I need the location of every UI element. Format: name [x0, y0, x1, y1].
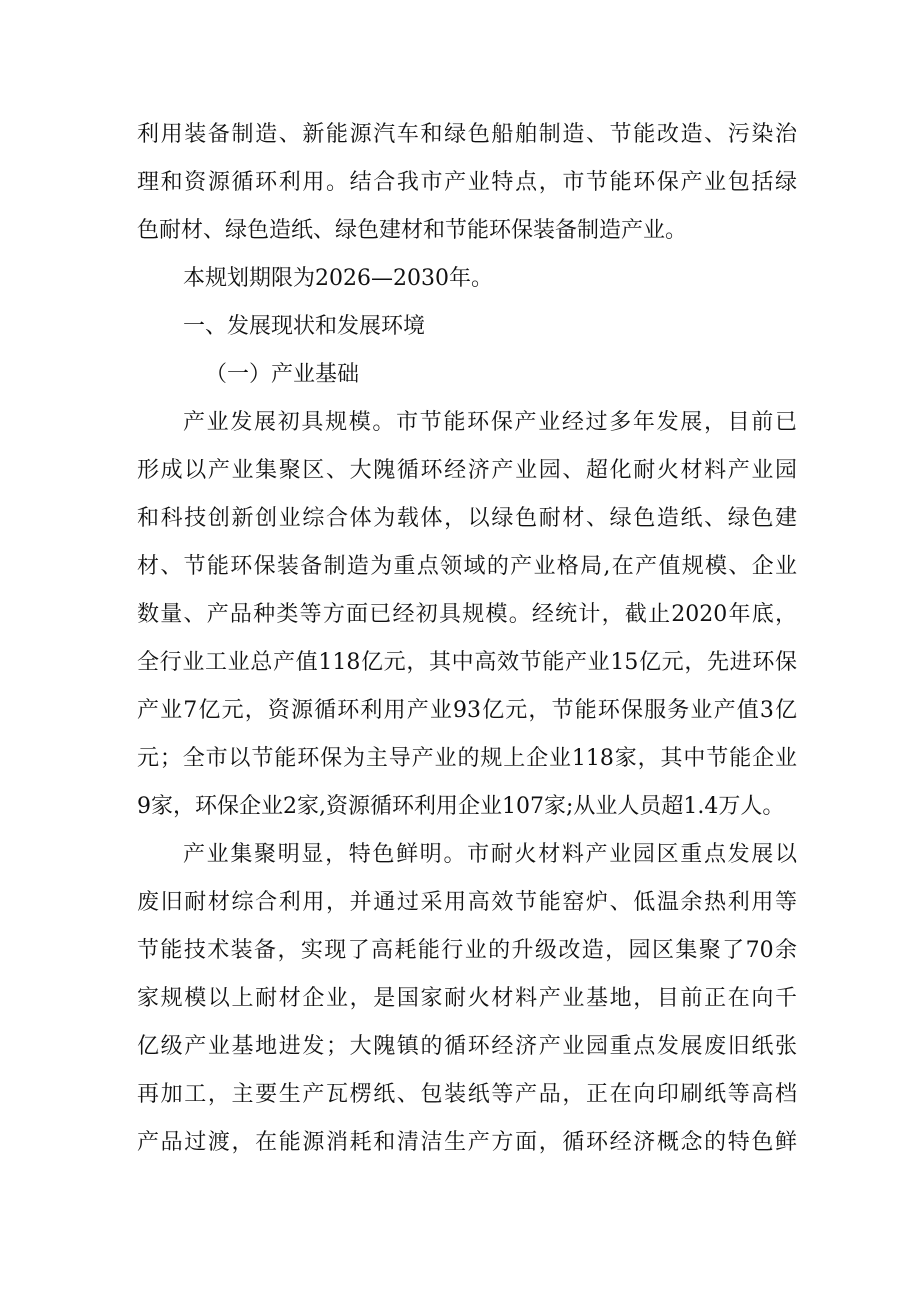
text-line: 家规模以上耐材企业，是国家耐火材料产业基地，目前正在向千: [137, 986, 797, 1011]
text-line: 和科技创新创业综合体为载体，以绿色耐材、绿色造纸、绿色建: [137, 506, 797, 531]
text-line: （一）产业基础: [205, 362, 360, 387]
text-line: 一、发展现状和发展环境: [183, 314, 426, 339]
text-line: 产业集聚明显，特色鲜明。市耐火材料产业园区重点发展以: [183, 842, 797, 867]
text-line: 再加工，主要生产瓦楞纸、包装纸等产品，正在向印刷纸等高档: [137, 1082, 797, 1107]
text-line: 元；全市以节能环保为主导产业的规上企业118家，其中节能企业: [137, 746, 797, 771]
text-line: 数量、产品种类等方面已经初具规模。经统计，截止2020年底，: [137, 602, 797, 627]
text-line: 全行业工业总产值118亿元，其中高效节能产业15亿元，先进环保: [137, 650, 797, 675]
text-line: 理和资源循环利用。结合我市产业特点，市节能环保产业包括绿: [137, 170, 797, 195]
text-line: 废旧耐材综合利用，并通过采用高效节能窑炉、低温余热利用等: [137, 890, 797, 915]
text-line: 产品过渡，在能源消耗和清洁生产方面，循环经济概念的特色鲜: [137, 1130, 797, 1155]
text-line: 色耐材、绿色造纸、绿色建材和节能环保装备制造产业。: [137, 218, 688, 243]
text-line: 亿级产业基地进发；大隗镇的循环经济产业园重点发展废旧纸张: [137, 1034, 797, 1059]
text-line: 形成以产业集聚区、大隗循环经济产业园、超化耐火材料产业园: [137, 458, 797, 483]
text-line: 9家，环保企业2家,资源循环利用企业107家;从业人员超1.4万人。: [137, 794, 785, 819]
text-line: 材、节能环保装备制造为重点领域的产业格局,在产值规模、企业: [137, 554, 797, 579]
text-line: 产业发展初具规模。市节能环保产业经过多年发展，目前已: [183, 410, 797, 435]
text-line: 节能技术装备，实现了高耗能行业的升级改造，园区集聚了70余: [137, 938, 797, 963]
text-line: 产业7亿元，资源循环利用产业93亿元，节能环保服务业产值3亿: [137, 698, 797, 723]
text-line: 利用装备制造、新能源汽车和绿色船舶制造、节能改造、污染治: [137, 122, 797, 147]
text-line: 本规划期限为2026—2030年。: [183, 266, 493, 291]
document-body: [137, 111, 797, 1167]
